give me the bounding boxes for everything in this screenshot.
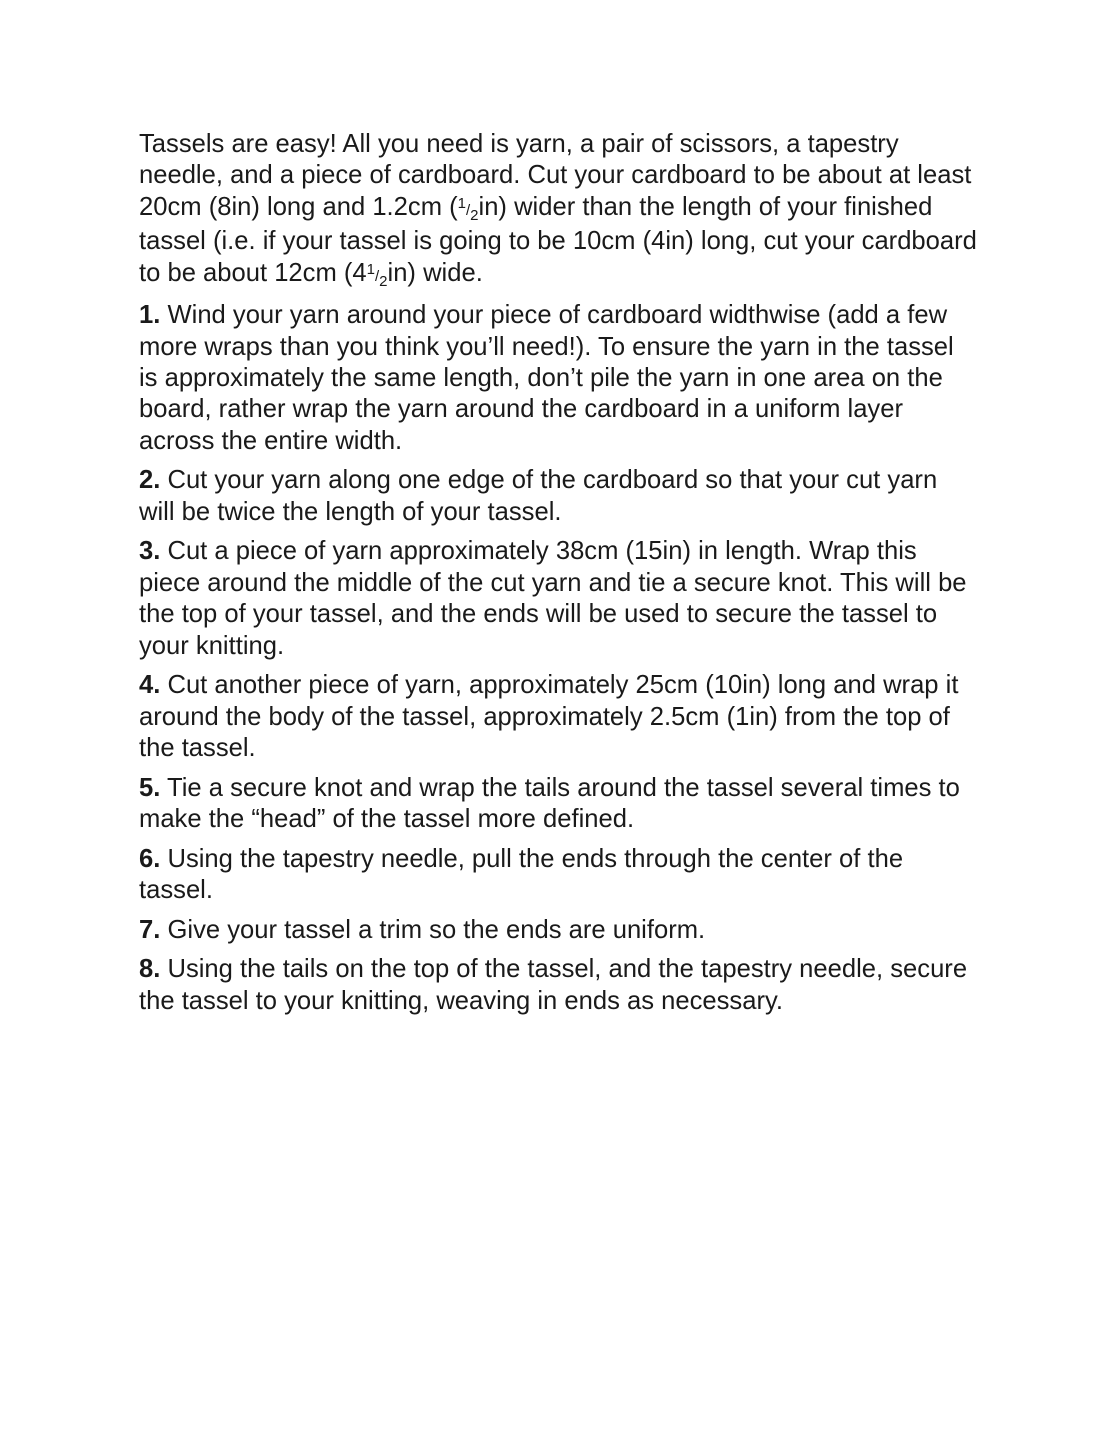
step-text: Wind your yarn around your piece of cardboard widthwise (add a few more wraps than you think you’ll need!). To ensure the yarn in the tassel is approximately the same length, don’t pile the yarn in one area on the board, rather wrap the yarn around the cardboard in a uniform layer across the entire width.	[139, 301, 954, 455]
intro-text-3: in) wide.	[387, 258, 483, 287]
step-6	[139, 844, 979, 907]
step-number: 1.	[139, 301, 161, 330]
step-text: Cut your yarn along one edge of the cardboard so that your cut yarn will be twice the length of your tassel.	[139, 466, 938, 526]
step-text: Using the tapestry needle, pull the ends through the center of the tassel.	[139, 844, 904, 905]
step-2	[139, 465, 979, 528]
intro-paragraph	[139, 129, 979, 292]
step-text: Tie a secure knot and wrap the tails around the tassel several times to make the “head” of the tassel more defined.	[139, 773, 960, 834]
step-5	[139, 773, 979, 836]
step-7	[139, 915, 979, 946]
fraction-half: $^1/_2$	[457, 194, 479, 224]
step-4	[139, 670, 979, 764]
document-page	[139, 129, 979, 1025]
intro-text-1: Tassels are easy! All you need is yarn, a pair of scissors, a tapestry needle, and a piece of cardboard. Cut your cardboard to be about at least 20cm (8in) long and 1.2cm (	[139, 130, 972, 221]
step-number: 8.	[139, 955, 161, 984]
step-8	[139, 954, 979, 1017]
step-text: Cut a piece of yarn approximately 38cm (15in) in length. Wrap this piece around the middle of the cut yarn and tie a secure knot. This will be the top of your tassel, and the ends will be used to secure the tassel to your knitting.	[139, 537, 967, 660]
step-number: 2.	[139, 466, 161, 495]
intro-text-2: in) wider than the length of your finished tassel (i.e. if your tassel is going to be 10cm (4in) long, cut your cardboard to be about 12cm (4	[139, 192, 977, 287]
step-number: 7.	[139, 915, 161, 944]
step-3	[139, 536, 979, 662]
step-text: Give your tassel a trim so the ends are uniform.	[160, 915, 706, 944]
step-number: 5.	[139, 773, 161, 802]
step-number: 3.	[139, 537, 161, 566]
step-1	[139, 300, 979, 457]
fraction-half: $^1/_2$	[366, 260, 388, 290]
step-text: Cut another piece of yarn, approximately 25cm (10in) long and wrap it around the body of the tassel, approximately 2.5cm (1in) from the top of the tassel.	[139, 671, 959, 763]
step-number: 6.	[139, 844, 161, 873]
step-text: Using the tails on the top of the tassel, and the tapestry needle, secure the tassel to your knitting, weaving in ends as necessary.	[139, 955, 968, 1015]
step-number: 4.	[139, 671, 161, 700]
